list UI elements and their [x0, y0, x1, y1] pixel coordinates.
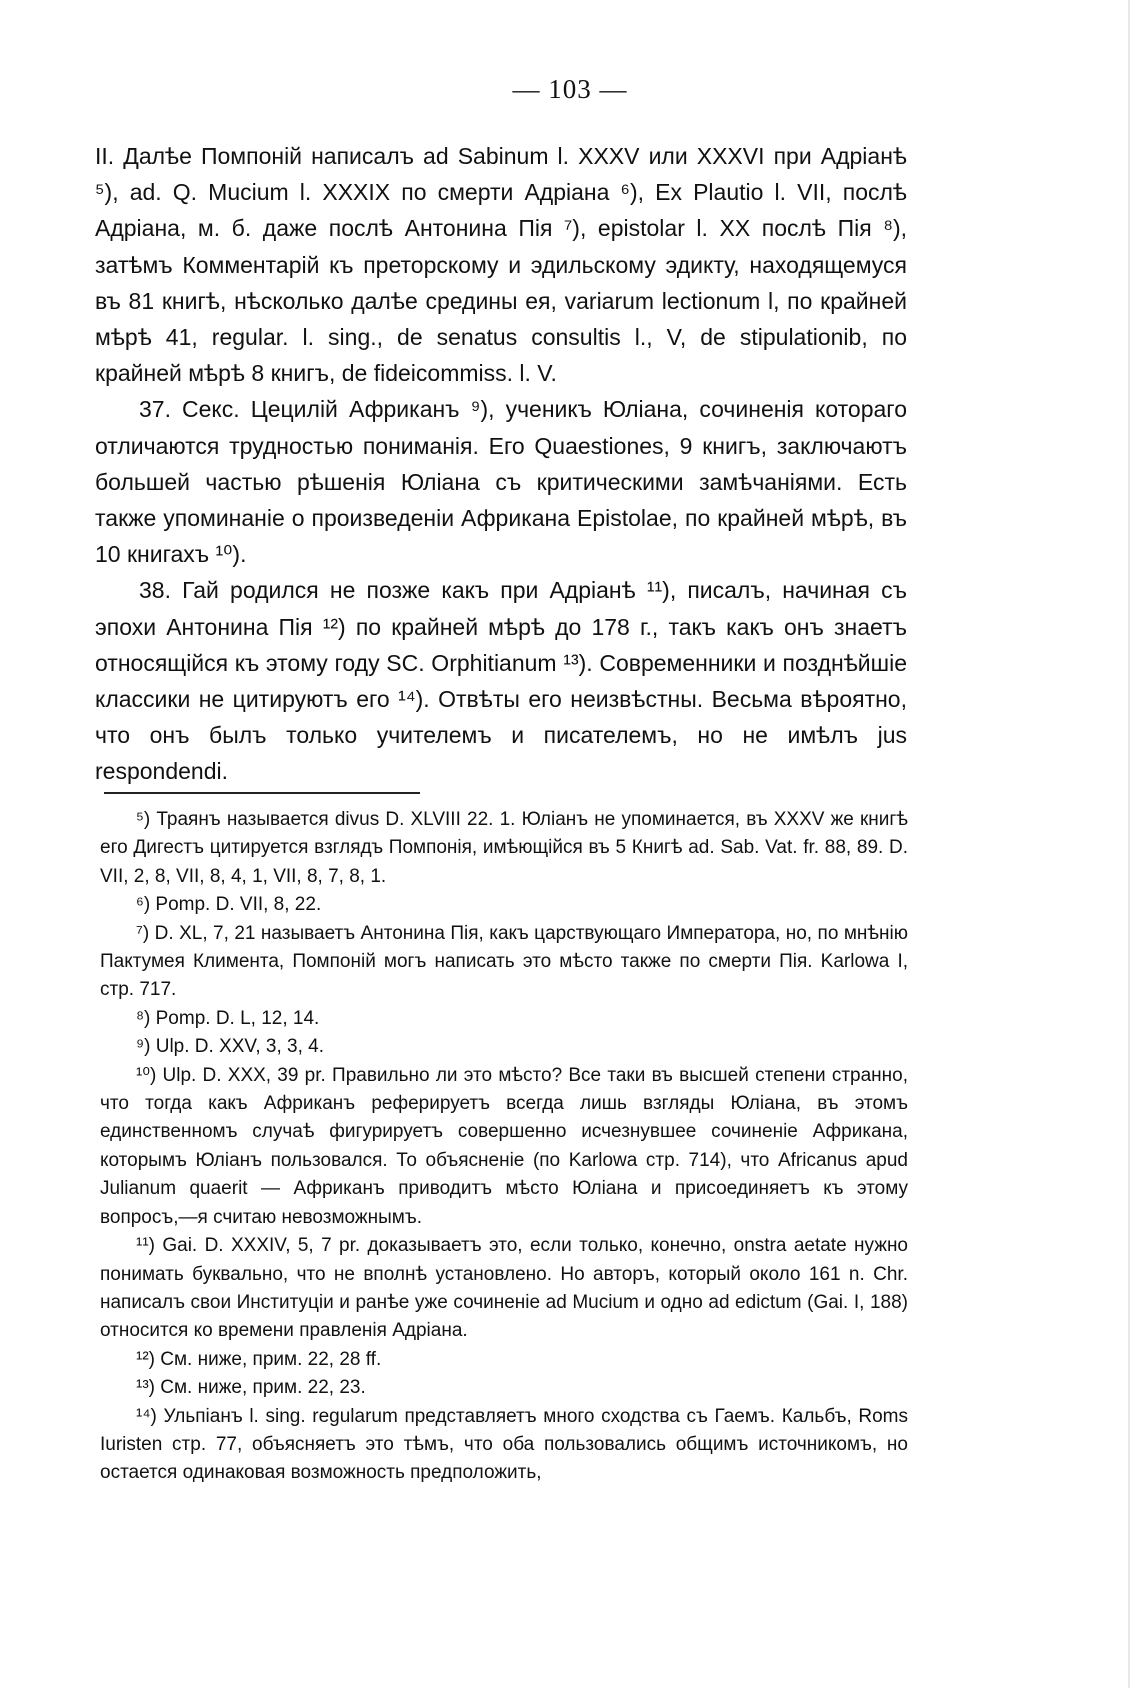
footnote-7: ⁷) D. XL, 7, 21 называетъ Антонина Пія, какъ царствующаго Императора, но, по мнѣнію Пактумея Климента, Помпоній могъ написать это мѣсто также по смерти Пія. Karlowa I, стр. 717.	[100, 922, 908, 1001]
page-number: — 103 —	[512, 74, 628, 104]
footnote-14: ¹⁴) Ульпіанъ l. sing. regularum представляетъ много сходства съ Гаемъ. Кальбъ, Roms Iuristen стр. 77, объясняетъ это тѣмъ, что оба пользовались общимъ источникомъ, но остается одинаковая возможность предположить,	[100, 1405, 908, 1484]
footnote-8: ⁸) Pomp. D. L, 12, 14.	[136, 1007, 320, 1029]
paragraph-africanus: 37. Секс. Цецилій Африканъ ⁹), ученикъ Юліана, сочиненія котораго отличаются трудностью пониманія. Его Quaestiones, 9 книгъ, заключаютъ большей частью рѣшенія Юліана съ критическими замѣчаніями. Есть также упоминаніе о произведеніи Африкана Epistolae, по крайней мѣрѣ, въ 10 книгахъ ¹⁰).	[95, 396, 907, 568]
footnote-6: ⁶) Pomp. D. VII, 8, 22.	[136, 894, 322, 916]
footnote-divider	[104, 792, 420, 794]
footnotes	[100, 806, 908, 1488]
page-edge	[1128, 0, 1130, 1688]
footnote-13: ¹³) См. ниже, прим. 22, 23.	[136, 1377, 366, 1399]
footnote-9: ⁹) Ulp. D. XXV, 3, 3, 4.	[136, 1036, 325, 1058]
paragraph-pomponius: II. Далѣе Помпоній написалъ ad Sabinum l. XXXV или XXXVI при Адріанѣ ⁵), ad. Q. Mucium l. XXXIX по смерти Адріана ⁶), Ex Plautio l. VII, послѣ Адріана, м. б. даже послѣ Антонина Пія ⁷), epistolar l. XX послѣ Пія ⁸), затѣмъ Комментарій къ преторскому и эдильскому эдикту, находящемуся въ 81 книгѣ, нѣсколько далѣе средины ея, variarum lectionum l, по крайней мѣрѣ 41, regular. l. sing., de senatus consultis l., V, de stipulationib, по крайней мѣрѣ 8 книгъ, de fideicommiss. l. V.	[95, 143, 907, 387]
main-text	[95, 138, 907, 790]
footnote-11: ¹¹) Gai. D. XXXIV, 5, 7 pr. доказываетъ это, если только, конечно, onstra aetate нужно понимать буквально, что не вполнѣ установлено. Но авторъ, который около 161 n. Chr. написалъ свои Институціи и ранѣе уже сочиненіе ad Mucium и одно ad edictum (Gai. I, 188) относится ко времени правленія Адріана.	[100, 1235, 908, 1342]
footnote-12: ¹²) См. ниже, прим. 22, 28 ff.	[136, 1348, 382, 1370]
paragraph-gaius: 38. Гай родился не позже какъ при Адріанѣ ¹¹), писалъ, начиная съ эпохи Антонина Пія ¹²) по крайней мѣрѣ до 178 г., такъ какъ онъ знаетъ относящійся къ этому году SC. Orphitianum ¹³). Современники и позднѣйшіе классики не цитируютъ его ¹⁴). Отвѣты его неизвѣстны. Весьма вѣроятно, что онъ былъ только учителемъ и писателемъ, но не имѣлъ jus respondendi.	[95, 577, 907, 785]
footnote-5: ⁵) Траянъ называется divus D. XLVIII 22. 1. Юліанъ не упоминается, въ XXXV же книгѣ его Дигестъ цитируется взглядъ Помпонія, имѣющійся въ 5 Книгѣ ad. Sab. Vat. fr. 88, 89. D. VII, 2, 8, VII, 8, 4, 1, VII, 8, 7, 8, 1.	[100, 809, 908, 887]
footnote-10: ¹⁰) Ulp. D. XXX, 39 pr. Правильно ли это мѣсто? Все таки въ высшей степени странно, что тогда какъ Африканъ реферируетъ всегда лишь взгляды Юліана, въ этомъ единственномъ случаѣ фигурируетъ совершенно исчезнувшее сочиненіе Африкана, которымъ Юліанъ пользовался. То объясненіе (по Karlowa стр. 714), что Africanus apud Julianum quaerit — Африканъ приводитъ мѣсто Юліана и присоединяетъ къ этому вопросъ,—я считаю невозможнымъ.	[100, 1064, 908, 1228]
